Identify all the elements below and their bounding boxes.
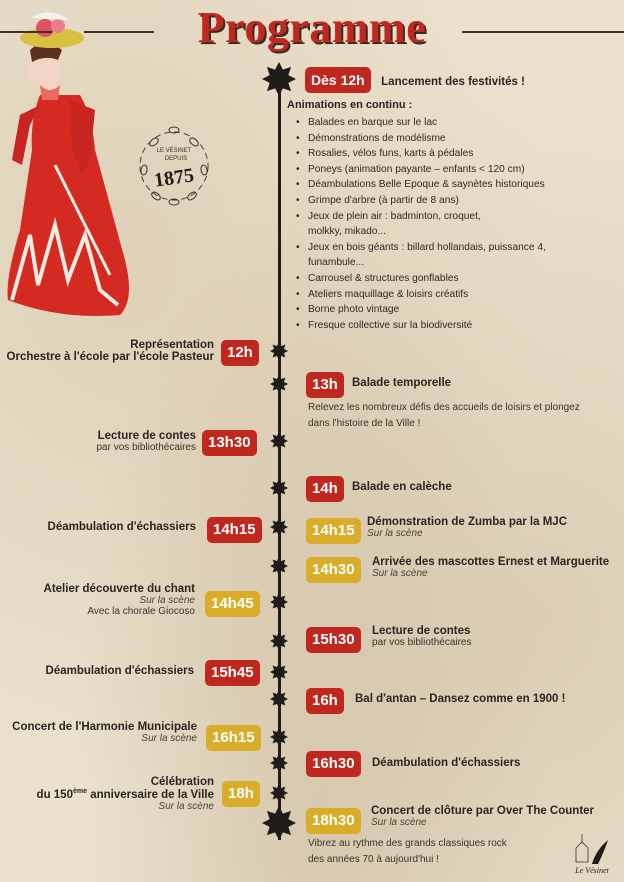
event-subtitle: par vos bibliothécaires (372, 637, 472, 648)
star-marker-icon (270, 690, 288, 708)
event-title-line2: du 150ème anniversaire de la Ville (36, 788, 214, 801)
left-event-18h (37, 776, 214, 812)
list-item-continued: molkky, mikado... (308, 226, 386, 238)
event-title: Représentation (130, 339, 214, 351)
list-item: • Grimpe d'arbre (à partir de 8 ans) (300, 193, 600, 209)
le-vesinet-logo (566, 830, 618, 880)
star-marker-icon (270, 784, 288, 802)
time-badge: 14h15 (306, 518, 361, 544)
event-title: Arrivée des mascottes Ernest et Marguerite (372, 556, 610, 568)
time-badge: 12h (221, 340, 259, 366)
event-title: Bal d'antan – Dansez comme en 1900 ! (355, 693, 566, 705)
time-badge: 13h (306, 372, 344, 398)
star-marker-icon (270, 754, 288, 772)
page-title: Programme (197, 3, 427, 52)
right-event-15h30 (372, 625, 472, 648)
time-badge: 18h30 (306, 808, 361, 834)
time-badge: 16h30 (306, 751, 361, 777)
event-title: Démonstration de Zumba par la MJC (367, 516, 568, 528)
time-badge: 15h45 (205, 660, 260, 686)
timeline-line (278, 70, 281, 840)
event-subtitle: Avec la chorale Giocoso (87, 606, 195, 617)
star-marker-icon (270, 375, 288, 393)
event-title: Concert de l'Harmonie Municipale (12, 721, 197, 733)
event-title: Lecture de contes (372, 625, 471, 637)
list-item: • Fresque collective sur la biodiversité (300, 318, 600, 334)
star-marker-icon (270, 632, 288, 650)
event-title: Balade en calèche (352, 481, 452, 493)
event-title: Concert de clôture par Over The Counter (371, 805, 595, 817)
list-item: • Jeux de plein air : badminton, croquet, (300, 209, 600, 225)
star-marker-icon (270, 432, 288, 450)
event-title: Célébration (150, 776, 214, 788)
star-marker-icon (270, 518, 288, 536)
time-badge: 14h (306, 476, 344, 502)
list-item: • Poneys (animation payante – enfants < 120 cm) (300, 162, 600, 178)
time-badge: 14h30 (306, 557, 361, 583)
stamp-line2: DEPUIS (164, 156, 188, 162)
event-title: Déambulation d'échassiers (372, 757, 521, 769)
event-title: Lecture de contes (97, 430, 196, 442)
list-item: • Carrousel & structures gonflables (300, 271, 600, 287)
event-location: Sur la scène (141, 733, 197, 744)
star-marker-icon (270, 728, 288, 746)
left-event-14h45 (44, 583, 195, 617)
time-badge: 14h15 (207, 517, 262, 543)
left-event-12h (7, 339, 214, 363)
list-item: • Ateliers maquillage & loisirs créatifs (300, 287, 600, 303)
event-title: Lancement des festivités ! (381, 76, 525, 88)
left-event-13h30 (97, 430, 197, 453)
event-title: Atelier découverte du chant (43, 583, 195, 595)
event-description: Vibrez au rythme des grands classiques rock des années 70 à aujourd'hui ! (308, 838, 507, 865)
animations-list (300, 115, 600, 333)
event-subtitle: par vos bibliothécaires (96, 442, 196, 453)
animations-heading: Animations en continu : (287, 99, 413, 111)
list-item-continued: funambule... (308, 257, 365, 269)
list-item: • Borne photo vintage (300, 302, 600, 318)
star-marker-icon (270, 479, 288, 497)
event-title: Balade temporelle (352, 377, 452, 389)
event-description: Relevez les nombreux défis des accueils de loisirs et plongez dans l'histoire de la Ville ! (308, 402, 580, 429)
time-badge: 16h (306, 688, 344, 714)
left-event-16h15 (12, 721, 197, 744)
time-badge: 13h30 (202, 430, 257, 456)
time-badge: 16h15 (206, 725, 261, 751)
time-badge: Dès 12h (305, 67, 371, 93)
time-badge: 15h30 (306, 627, 361, 653)
right-event-18h30 (371, 805, 594, 828)
right-event-14h30 (372, 556, 609, 579)
star-marker-icon (262, 806, 296, 840)
opening-event (305, 67, 525, 93)
right-event-14h15 (367, 516, 567, 539)
event-location: Sur la scène (139, 595, 195, 606)
list-item: • Rosalies, vélos funs, karts à pédales (300, 146, 600, 162)
event-title-line2: Orchestre à l'école par l'école Pasteur (6, 351, 214, 363)
time-badge: 18h (222, 781, 260, 807)
list-item: • Déambulations Belle Epoque & saynètes historiques (300, 177, 600, 193)
event-location: Sur la scène (367, 528, 423, 539)
star-marker-icon (262, 62, 296, 96)
stamp-year: 1875 (152, 164, 196, 192)
star-marker-icon (270, 593, 288, 611)
event-title: Déambulation d'échassiers (47, 521, 196, 533)
star-marker-icon (270, 663, 288, 681)
stamp-line1: LE VÉSINET (156, 148, 192, 154)
event-location: Sur la scène (371, 817, 427, 828)
star-marker-icon (270, 557, 288, 575)
le-vesinet-1875-stamp (134, 120, 214, 212)
left-event-15h45 (46, 665, 194, 677)
list-item: • Démonstrations de modélisme (300, 131, 600, 147)
time-badge: 14h45 (205, 591, 260, 617)
star-marker-icon (270, 342, 288, 360)
logo-text: Le Vésinet (575, 866, 609, 875)
event-location: Sur la scène (372, 568, 428, 579)
list-item: • Balades en barque sur le lac (300, 115, 600, 131)
event-title: Déambulation d'échassiers (45, 665, 194, 677)
list-item: • Jeux en bois géants : billard hollandais, puissance 4, (300, 240, 600, 256)
left-event-14h15 (48, 521, 196, 533)
event-location: Sur la scène (158, 800, 214, 812)
